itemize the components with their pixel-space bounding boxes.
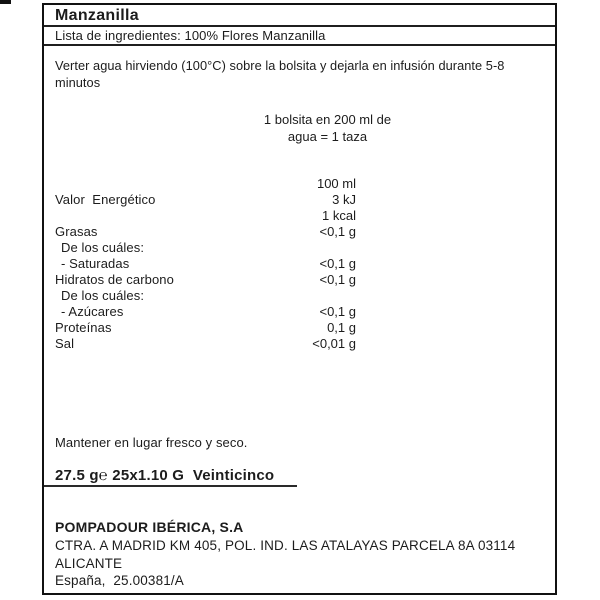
nutrient-value: 3 kJ <box>332 192 356 207</box>
nutrient-value: 1 kcal <box>322 208 356 223</box>
product-label-box <box>42 3 557 595</box>
nutrition-row <box>44 208 555 224</box>
separator-line-2 <box>44 44 555 46</box>
nutrient-value: <0,1 g <box>319 224 356 239</box>
nutrition-row <box>44 288 555 304</box>
scan-artifact-mark <box>0 0 11 4</box>
nutrient-label: De los cuáles: <box>61 288 145 303</box>
text-line: Verter agua hirviendo (100°C) sobre la bolsita y dejarla en infusión durante 5-8 <box>55 58 505 73</box>
brewing-instructions <box>55 57 549 91</box>
manufacturer-address <box>55 537 549 590</box>
nutrition-row <box>44 272 555 288</box>
nutrient-label: Hidratos de carbono <box>55 272 174 287</box>
separator-line-1 <box>44 25 555 27</box>
nutrient-value: <0,01 g <box>312 336 356 351</box>
ingredients-text: Lista de ingredientes: 100% Flores Manzanilla <box>55 28 326 43</box>
nutrient-value: 0,1 g <box>327 320 356 335</box>
partial-divider-line <box>44 485 297 487</box>
text-line: ALICANTE <box>55 555 123 571</box>
nutrient-label: Proteínas <box>55 320 112 335</box>
nutrition-row <box>44 192 555 208</box>
nutrition-row <box>44 320 555 336</box>
nutrition-row <box>44 224 555 240</box>
nutrition-row <box>44 240 555 256</box>
nutrition-rows <box>44 192 555 352</box>
text-line: CTRA. A MADRID KM 405, POL. IND. LAS ATALAYAS PARCELA 8A 03114 <box>55 538 516 553</box>
nutrient-value: <0,1 g <box>319 272 356 287</box>
nutrition-row <box>44 336 555 352</box>
nutrient-label: - Saturadas <box>61 256 130 271</box>
nutrient-label: - Azúcares <box>61 304 124 319</box>
nutrient-label: De los cuáles: <box>61 240 145 255</box>
text-line: minutos <box>55 75 101 90</box>
nutrient-value: <0,1 g <box>319 304 356 319</box>
text-line: 1 bolsita en 200 ml de <box>263 112 392 127</box>
storage-note: Mantener en lugar fresco y seco. <box>55 435 248 450</box>
nutrient-label: Grasas <box>55 224 98 239</box>
net-weight-line: 27.5 g℮ 25x1.10 G Veinticinco <box>55 467 275 484</box>
dosage-note <box>44 111 555 145</box>
manufacturer-name: POMPADOUR IBÉRICA, S.A <box>55 519 244 535</box>
product-title: Manzanilla <box>55 7 139 24</box>
nutrient-value: <0,1 g <box>319 256 356 271</box>
nutrition-row <box>44 304 555 320</box>
nutrition-row <box>44 256 555 272</box>
text-line: agua = 1 taza <box>287 129 368 144</box>
nutrition-column-header: 100 ml <box>316 176 356 191</box>
text-line: España, 25.00381/A <box>55 573 184 588</box>
nutrient-label: Valor Energético <box>55 192 156 207</box>
nutrient-label: Sal <box>55 336 75 351</box>
